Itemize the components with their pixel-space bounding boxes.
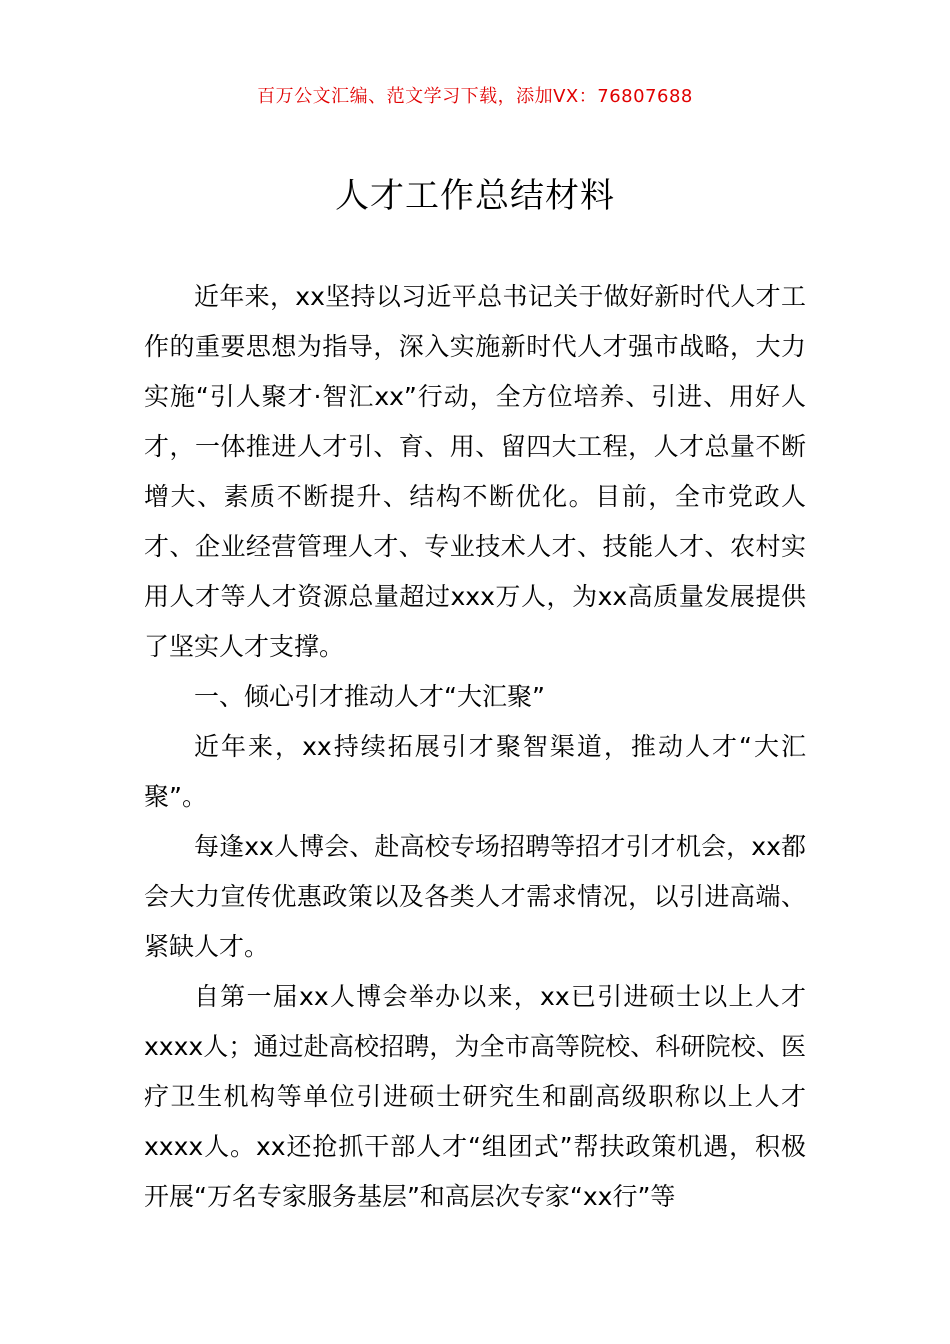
header-banner: 百万公文汇编、范文学习下载，添加VX：76807688	[257, 86, 693, 107]
paragraph: 自第一届xx人博会举办以来，xx已引进硕士以上人才xxxx人；通过赴高校招聘，为全市高等院校、科研院校、医疗卫生机构等单位引进硕士研究生和副高级职称以上人才xxxx人。xx还抢抓干部人才“组团式”帮扶政策机遇，积极开展“万名专家服务基层”和高层次专家“xx行”等	[144, 982, 806, 1211]
section-heading-1: 一、倾心引才推动人才“大汇聚”	[194, 682, 545, 711]
paragraph: 每逢xx人博会、赴高校专场招聘等招才引才机会，xx都会大力宣传优惠政策以及各类人才需求情况，以引进高端、紧缺人才。	[144, 832, 806, 961]
paragraph: 近年来，xx持续拓展引才聚智渠道，推动人才“大汇聚”。	[144, 732, 806, 811]
document-title: 人才工作总结材料	[335, 176, 615, 216]
document-body	[144, 272, 806, 1222]
paragraph-intro: 近年来，xx坚持以习近平总书记关于做好新时代人才工作的重要思想为指导，深入实施新时代人才强市战略，大力实施“引人聚才·智汇xx”行动，全方位培养、引进、用好人才，一体推进人才引、育、用、留四大工程，人才总量不断增大、素质不断提升、结构不断优化。目前，全市党政人才、企业经营管理人才、专业技术人才、技能人才、农村实用人才等人才资源总量超过xxx万人，为xx高质量发展提供了坚实人才支撑。	[144, 282, 806, 661]
